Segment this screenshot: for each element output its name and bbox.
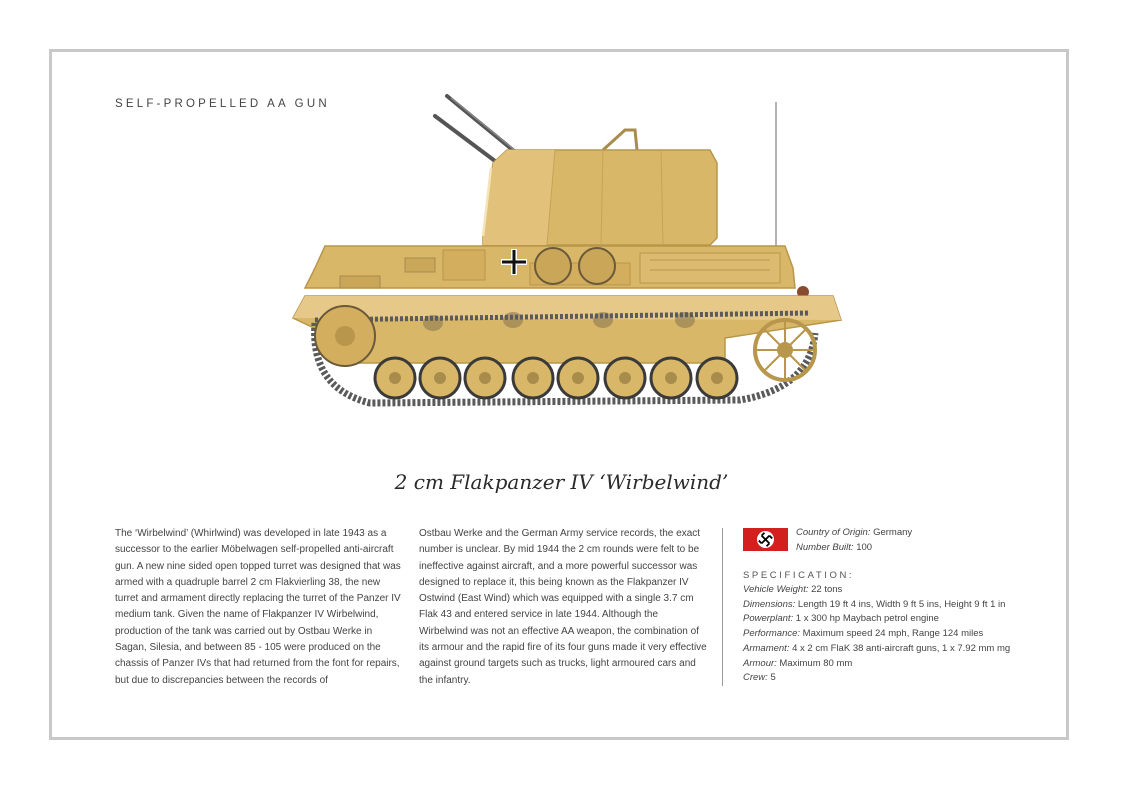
category-label: SELF-PROPELLED AA GUN xyxy=(115,98,330,110)
origin-info xyxy=(796,525,912,555)
spec-performance: Performance: Maximum speed 24 mph, Range 124 miles xyxy=(743,628,984,640)
vehicle-title: 2 cm Flakpanzer IV ‘Wirbelwind’ xyxy=(394,470,729,494)
number-built-row: Number Built: 100 xyxy=(796,542,873,553)
spec-crew: Crew: 5 xyxy=(743,672,776,684)
tank-illustration xyxy=(285,88,850,413)
spec-dimensions: Dimensions: Length 19 ft 4 ins, Width 9 ft 5 ins, Height 9 ft 1 in xyxy=(743,598,1006,610)
country-of-origin-row: Country of Origin: Germany xyxy=(796,527,913,538)
spec-powerplant: Powerplant: 1 x 300 hp Maybach petrol engine xyxy=(743,613,939,625)
specification-heading: SPECIFICATION: xyxy=(743,570,855,581)
description-column-1: The ‘Wirbelwind’ (Whirlwind) was developed in late 1943 as a successor to the earlier Möbelwagen self-propelled anti-aircraft gun. A new nine sided open topped turret was designed that was armed with a quadruple barrel 2 cm Flakvierling 38, the new turret and armament directly replacing the turret of the Panzer IV medium tank. Given the name of Flakpanzer IV Wirbelwind, production of the tank was carried out by Ostbau Werke in Sagan, Silesia, and between 85 - 105 were produced on the chassis of Panzer IVs that had returned from the font for repairs, but due to discrepancies between the records of xyxy=(115,528,401,686)
spec-vehicle-weight: Vehicle Weight: 22 tons xyxy=(743,584,843,595)
spec-armour: Armour: Maximum 80 mm xyxy=(743,657,853,669)
description-column-2: Ostbau Werke and the German Army service records, the exact number is unclear. By mid 1944 the 2 cm rounds were felt to be ineffective against aircraft, and a more powerful successor was designed to replace it, this being known as the Flakpanzer IV Ostwind (East Wind) which was equipped with a single 3.7 cm Flak 43 and entered service in late 1944. Although the Wirbelwind was not an effective AA weapon, the combination of its armour and the rapid fire of its four guns made it very effective against ground targets such as trucks, light armoured cars and the infantry. xyxy=(419,528,707,686)
flag-icon xyxy=(743,528,788,551)
specification-list xyxy=(743,583,1010,686)
spec-armament: Armament: 4 x 2 cm FlaK 38 anti-aircraft guns, 1 x 7.92 mm mg xyxy=(743,642,1011,654)
column-divider xyxy=(722,528,723,686)
